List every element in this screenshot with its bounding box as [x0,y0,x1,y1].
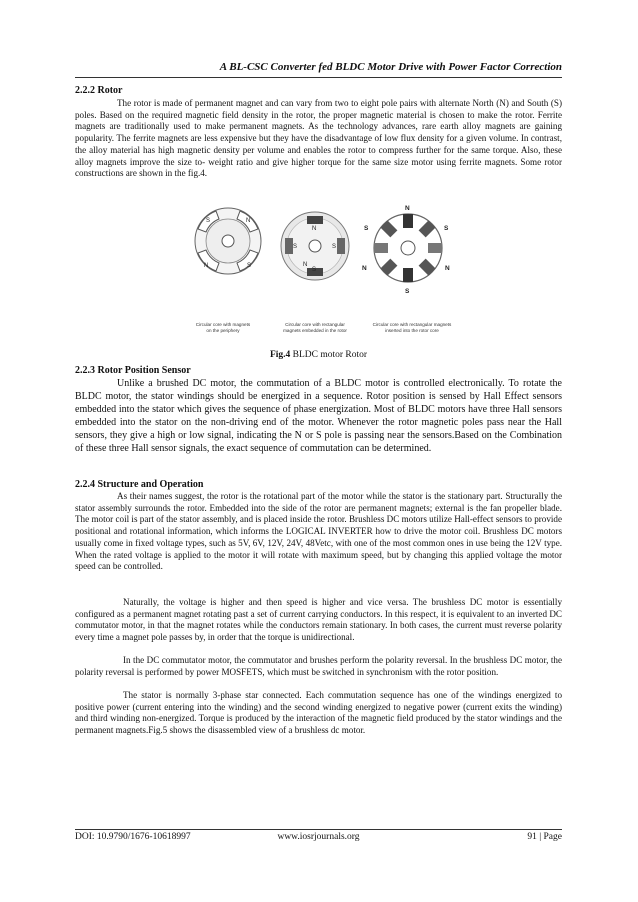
figure-caption-text: BLDC motor Rotor [290,350,368,360]
figure-bldc-rotors [190,196,460,344]
header-divider [75,77,562,78]
section-heading-rotor: 2.2.2 Rotor [75,85,123,96]
rotor2-pole-s-left: S [293,244,298,250]
rotor3-pole-n-top: N [405,205,410,212]
rotor3-pole-s-bottom: S [405,288,410,295]
rotor3-pole-n-right: N [445,265,450,272]
paragraph-structure-1: As their names suggest, the rotor is the rotational part of the motor while the stator is the stationary part. Structurally the stator assembly surrounds the rotor. Embedded into the side of the rotor are permanent magnets; external is the fan propeller blade. The motor coil is part of the stator assembly, and is placed inside the rotor. Brushless DC motors utilize Hall-effect sensors to provide positional and rotational information, which informs the LOGICAL INVERTER how to drive the motor coil. Brushless DC motors usually come in fixed voltage types, such as 5V, 6V, 12V, 24V, 48Vetc, with one of the most common ones in use being the 12V type. When the rated voltage is applied to the motor it will rotate with maximum speed, but by changing this applied voltage the motor speed can be controlled. [75,491,562,572]
footer-doi: DOI: 10.9790/1676-10618997 [75,832,191,842]
rotor1-pole-s-top: S [206,218,211,224]
rotor2-pole-s-right: S [332,244,337,250]
rotor2-pole-n-bottom: N [303,262,308,268]
running-header: A BL-CSC Converter fed BLDC Motor Drive with Power Factor Correction [219,61,562,73]
rotor1-label-line1: Circular core with magnets [195,322,251,327]
paragraph-rotor: The rotor is made of permanent magnet and can vary from two to eight pole pairs with alternate North (N) and South (S) poles. Based on the required magnetic field density in the rotor, the proper magnetic material is chosen to make the rotor. Ferrite magnets are traditionally used to make permanent magnets. As the technology advances, rare earth alloy magnets are gaining popularity. The ferrite magnets are less expensive but they have the disadvantage of low flux density for a given volume. In contrast, the alloy material has high magnetic density per volume and enables the rotor to compress further for the same torque. Also, these alloy magnets improve the size to- weight ratio and give higher torque for the same size motor using ferrite magnets. Some rotor constructions are shown in the fig.4. [75,98,562,179]
paragraph-structure-2: Naturally, the voltage is higher and then speed is higher and vice versa. The brushless DC motor is essentially configured as a permanent magnet rotating past a set of current carrying conductors. In this respect, it is equivalent to an inverted DC commutator motor, in that the magnet rotates while the conductors remain stationary. In both cases, the current must reverse polarity every time a magnet pole passes by, in order that the torque is unidirectional. [75,597,562,643]
rotor2-label-line2: magnets embedded in the rotor [283,328,347,333]
rotor3-label-line2: inserted into the rotor core [385,328,439,333]
rotor1-pole-s-bottom: S [247,263,252,269]
footer-website: www.iosrjournals.org [277,832,360,842]
rotor2-label-line1: Circular core with rectangular [285,322,345,327]
paragraph-structure-4: The stator is normally 3-phase star connected. Each commutation sequence has one of the windings energized to positive power (current entering into the winding) and the second winding energized to negative power (current exits the winding) and third winding non-energized. Torque is produced by the interaction of the magnetic field produced by the stator windings and the permanent magnets.Fig.5 shows the disassembled view of a brushless dc motor. [75,690,562,736]
paragraph-structure-3: In the DC commutator motor, the commutator and brushes perform the polarity reversal. In the brushless DC motor, the polarity reversal is performed by power MOSFETS, which must be switched in synchronism with the rotor position. [75,655,562,677]
section-heading-structure: 2.2.4 Structure and Operation [75,479,204,490]
paragraph-sensor: Unlike a brushed DC motor, the commutation of a BLDC motor is controlled electronically. To rotate the BLDC motor, the stator windings should be energized in a sequence. Rotor position is sensed by Hall Effect sensors embedded into the stator which gives the sequence of phase energization. Most of BLDC motors have three Hall sensors embedded into the stator on the non-driving end of the motor. Whenever the rotor magnetic poles pass near the Hall sensors, they give a high or low signal, indicating the N or S pole is passing near the sensors.Based on the Combination of these three Hall sensor signals, the exact sequence of commutation can be determined. [75,378,562,454]
rotor1-label-line2: on the periphery [206,328,240,333]
rotor2-pole-s-bottom: S [312,267,317,273]
rotor2-pole-n-top: N [312,226,317,232]
rotor3-label-line1: Circular core with rectangular magnets [372,322,452,327]
rotor3-pole-n-left: N [362,265,367,272]
rotor-3-illustration [362,205,450,295]
section-heading-sensor: 2.2.3 Rotor Position Sensor [75,365,191,376]
rotor3-pole-s-right: S [444,225,449,232]
figure-caption [75,350,562,360]
figure-caption-label: Fig.4 [269,350,291,360]
footer-divider [75,829,562,830]
rotor-1-illustration [195,208,261,274]
rotor1-pole-n-top: N [246,218,251,224]
rotor1-pole-n-bottom: N [204,263,209,269]
footer-page-number: 91 | Page [527,832,562,842]
rotor-2-illustration [281,212,349,280]
rotor3-pole-s-left: S [364,225,369,232]
